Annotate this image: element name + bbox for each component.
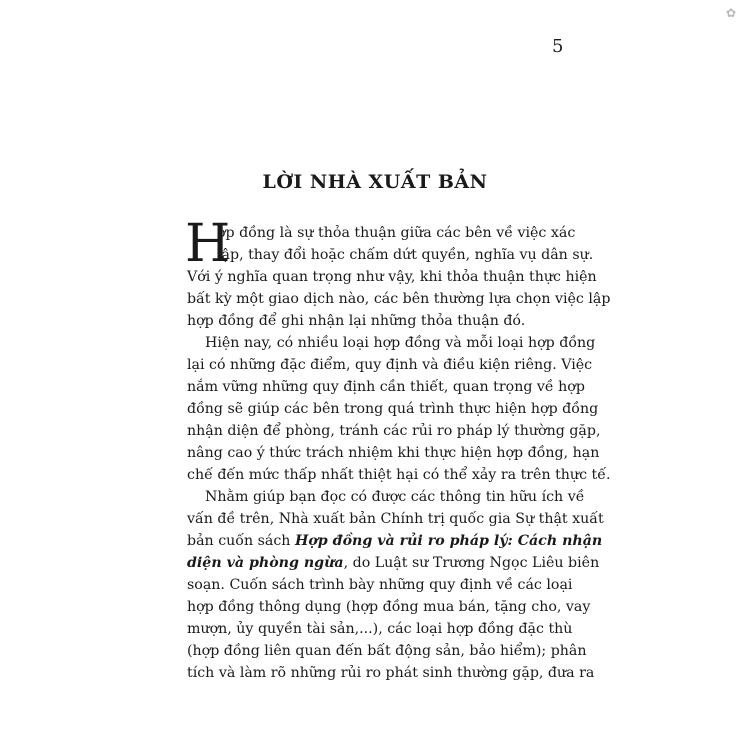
book-title: diện và phòng ngừa	[187, 555, 344, 571]
text-segment: bản cuốn sách	[187, 533, 295, 549]
text-segment: , do Luật sư Trương Ngọc Liêu biên	[343, 555, 600, 571]
corner-flower-icon: ✿	[725, 6, 736, 20]
text-line	[187, 530, 603, 552]
text-line: tích và làm rõ những rủi ro phát sinh thường gặp, đưa ra	[187, 665, 595, 681]
text-line: hợp đồng thông dụng (hợp đồng mua bán, tặng cho, vay	[187, 599, 591, 615]
text-line	[187, 552, 600, 574]
text-line: chế đến mức thấp nhất thiệt hại có thể xảy ra trên thực tế.	[187, 467, 611, 483]
text-line: đồng sẽ giúp các bên trong quá trình thực hiện hợp đồng	[187, 401, 599, 417]
paragraph-3	[187, 486, 604, 684]
drop-cap: H	[185, 214, 231, 274]
text-line: nhận diện để phòng, tránh các rủi ro pháp lý thường gặp,	[187, 423, 601, 439]
text-line: soạn. Cuốn sách trình bày những quy định về các loại	[187, 577, 573, 593]
text-line: Với ý nghĩa quan trọng như vậy, khi thỏa thuận thực hiện	[187, 269, 597, 285]
text-line: lập, thay đổi hoặc chấm dứt quyền, nghĩa vụ dân sự.	[217, 247, 594, 263]
text-line: vấn đề trên, Nhà xuất bản Chính trị quốc gia Sự thật xuất	[187, 511, 604, 527]
text-line: nắm vững những quy định cần thiết, quan trọng về hợp	[187, 379, 585, 395]
text-line: hợp đồng để ghi nhận lại những thỏa thuận đó.	[187, 313, 526, 329]
text-line: (hợp đồng liên quan đến bất động sản, bảo hiểm); phân	[187, 643, 587, 659]
text-line: ợp đồng là sự thỏa thuận giữa các bên về việc xác	[217, 225, 576, 241]
page-title: LỜI NHÀ XUẤT BẢN	[262, 171, 488, 193]
paragraph-2	[187, 332, 611, 486]
text-line: bất kỳ một giao dịch nào, các bên thường lựa chọn việc lập	[187, 291, 611, 307]
page-number: 5	[552, 36, 564, 57]
paragraph-1	[185, 214, 611, 332]
book-title: Hợp đồng và rủi ro pháp lý: Cách nhận	[294, 533, 603, 549]
text-line: mượn, ủy quyền tài sản,...), các loại hợp đồng đặc thù	[187, 621, 573, 637]
text-line: Hiện nay, có nhiều loại hợp đồng và mỗi loại hợp đồng	[205, 335, 596, 351]
text-line: Nhằm giúp bạn đọc có được các thông tin hữu ích về	[205, 489, 585, 505]
text-line: lại có những đặc điểm, quy định và điều kiện riêng. Việc	[187, 357, 593, 373]
text-line: nâng cao ý thức trách nhiệm khi thực hiện hợp đồng, hạn	[187, 445, 600, 461]
body-text	[185, 214, 611, 684]
